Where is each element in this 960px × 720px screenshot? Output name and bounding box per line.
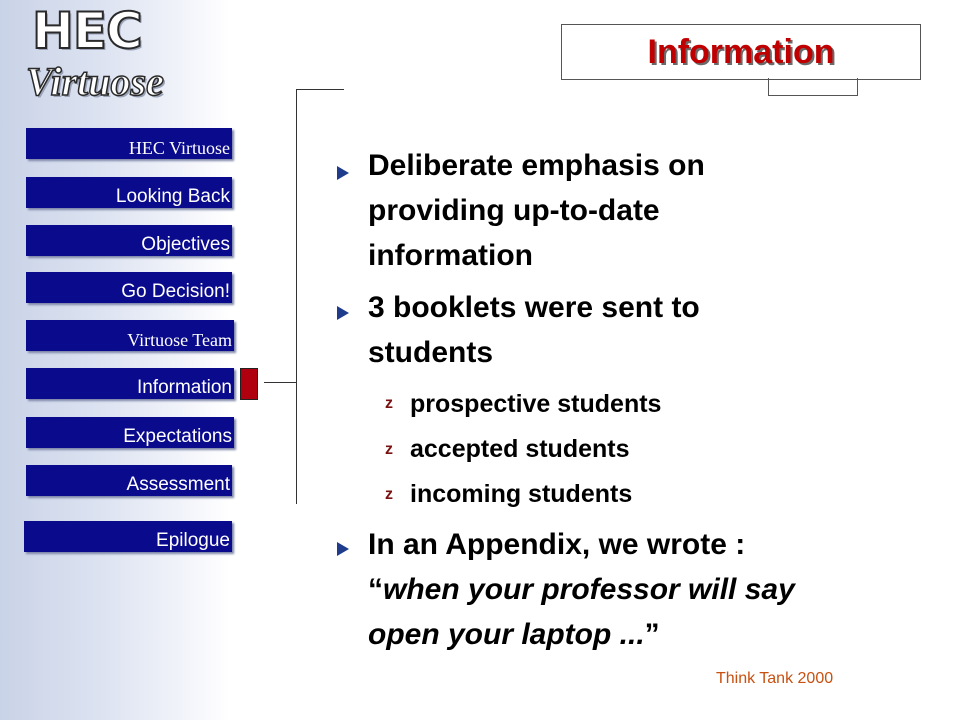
connector-line [264, 382, 296, 383]
title-box-tab [768, 78, 858, 96]
nav-button-virtuose-team[interactable] [26, 320, 234, 351]
sub-bullet-icon: z [385, 441, 393, 458]
sub-bullet-icon: z [385, 395, 393, 412]
nav-label: Assessment [126, 474, 230, 495]
hec-virtuose-logo [22, 2, 172, 112]
sub-bullet-icon: z [385, 486, 393, 503]
bullet-arrow-icon [337, 542, 349, 556]
nav-label: Looking Back [115, 186, 230, 207]
quote-line-1: when your professor will say [383, 573, 795, 606]
bullet-1-line-2: providing up-to-date [368, 194, 660, 227]
nav-label: Objectives [141, 234, 230, 255]
nav-label: HEC Virtuose [128, 138, 230, 158]
bullet-1 [368, 143, 705, 278]
bullet-2 [368, 285, 700, 375]
footer-text: Think Tank 2000 [716, 670, 834, 687]
nav-label: Epilogue [156, 530, 230, 551]
nav-button-hec-virtuose[interactable] [26, 128, 232, 159]
nav-button-expectations[interactable] [26, 417, 234, 448]
nav-button-looking-back[interactable] [26, 177, 232, 208]
bullet-2-line-2: students [368, 336, 494, 369]
bullet-1-line-1: Deliberate emphasis on [368, 149, 705, 182]
content-bracket-vertical [296, 89, 297, 504]
bullet-2-line-1: 3 booklets were sent to [368, 291, 700, 324]
bullet-1-line-3: information [368, 239, 533, 272]
content-bracket-horizontal [296, 89, 344, 90]
logo-hec-text: HEC [32, 2, 142, 60]
bullet-3-line-2 [368, 567, 795, 612]
nav-label: Information [136, 377, 232, 398]
nav-label: Virtuose Team [127, 330, 232, 350]
slide-title: Information [647, 33, 835, 71]
nav-button-objectives[interactable] [26, 225, 232, 256]
open-quote: “ [368, 573, 383, 606]
bullet-3-line-3 [368, 612, 795, 657]
slide-title-box [561, 24, 921, 80]
quote-line-2: open your laptop ... [368, 618, 645, 651]
bullet-3 [368, 522, 795, 657]
nav-button-epilogue[interactable] [24, 521, 232, 552]
nav-button-information[interactable] [26, 368, 234, 399]
sub-bullet-prospective: prospective students [410, 390, 662, 418]
sub-bullet-accepted: accepted students [410, 435, 630, 463]
close-quote: ” [644, 618, 660, 651]
active-section-marker [240, 368, 258, 400]
bullet-3-line-1: In an Appendix, we wrote : [368, 528, 746, 561]
nav-button-assessment[interactable] [26, 465, 232, 496]
nav-button-go-decision[interactable] [26, 272, 232, 303]
logo-virtuose-text: Virtuose [26, 59, 164, 104]
sub-bullet-incoming: incoming students [410, 480, 633, 508]
bullet-arrow-icon [337, 306, 349, 320]
bullet-arrow-icon [337, 166, 349, 180]
nav-label: Go Decision! [121, 281, 230, 302]
nav-label: Expectations [123, 426, 232, 447]
